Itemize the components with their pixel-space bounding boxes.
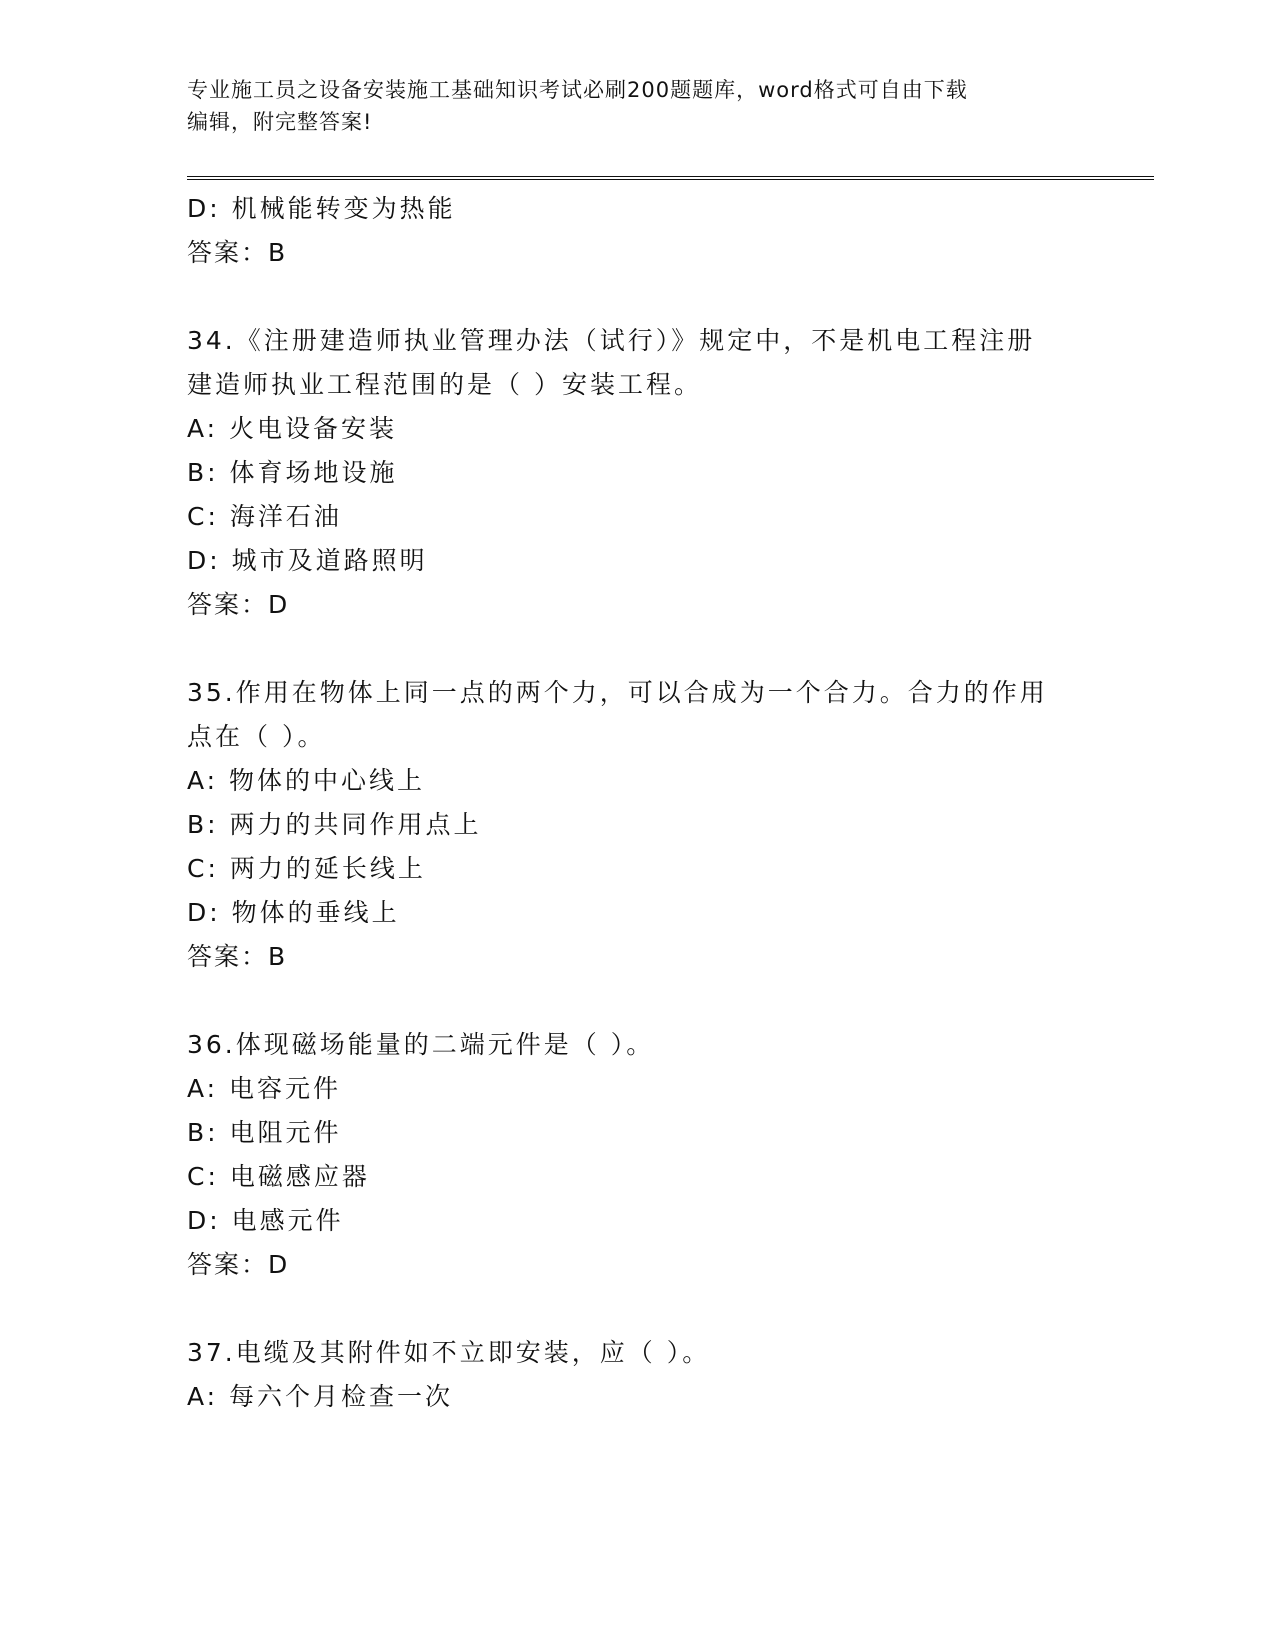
q35-option-b: B: 两力的共同作用点上 bbox=[187, 810, 482, 839]
q36-option-b: B: 电阻元件 bbox=[187, 1118, 342, 1147]
q34-option-d: D: 城市及道路照明 bbox=[187, 546, 428, 575]
header-line-2: 编辑，附完整答案! bbox=[187, 110, 373, 134]
q37-stem-line-1: 37.电缆及其附件如不立即安装，应（ ）。 bbox=[187, 1338, 711, 1367]
prev-option-d: D: 机械能转变为热能 bbox=[187, 194, 456, 223]
q37-option-a: A: 每六个月检查一次 bbox=[187, 1382, 454, 1411]
document-header bbox=[187, 74, 1067, 138]
q34-option-a: A: 火电设备安装 bbox=[187, 414, 398, 443]
q34-stem-line-1: 34.《注册建造师执业管理办法（试行）》规定中，不是机电工程注册 bbox=[187, 326, 1036, 355]
header-divider bbox=[187, 176, 1154, 180]
q36-answer: 答案：D bbox=[187, 1250, 290, 1279]
prev-answer: 答案：B bbox=[187, 238, 288, 267]
q35-option-a: A: 物体的中心线上 bbox=[187, 766, 426, 795]
q35-option-d: D: 物体的垂线上 bbox=[187, 898, 400, 927]
q35-answer: 答案：B bbox=[187, 942, 288, 971]
q36-option-c: C: 电磁感应器 bbox=[187, 1162, 370, 1191]
q35-option-c: C: 两力的延长线上 bbox=[187, 854, 426, 883]
q35-stem-line-2: 点在（ ）。 bbox=[187, 722, 326, 751]
q34-stem-line-2: 建造师执业工程范围的是（ ）安装工程。 bbox=[187, 370, 702, 399]
q35-stem-line-1: 35.作用在物体上同一点的两个力，可以合成为一个合力。合力的作用 bbox=[187, 678, 1048, 707]
q34-option-b: B: 体育场地设施 bbox=[187, 458, 398, 487]
q34-option-c: C: 海洋石油 bbox=[187, 502, 342, 531]
q34-answer: 答案：D bbox=[187, 590, 290, 619]
q36-option-d: D: 电感元件 bbox=[187, 1206, 344, 1235]
header-line-1: 专业施工员之设备安装施工基础知识考试必刷200题题库，word格式可自由下载 bbox=[187, 78, 968, 102]
q36-stem-line-1: 36.体现磁场能量的二端元件是（ ）。 bbox=[187, 1030, 655, 1059]
q36-option-a: A: 电容元件 bbox=[187, 1074, 342, 1103]
